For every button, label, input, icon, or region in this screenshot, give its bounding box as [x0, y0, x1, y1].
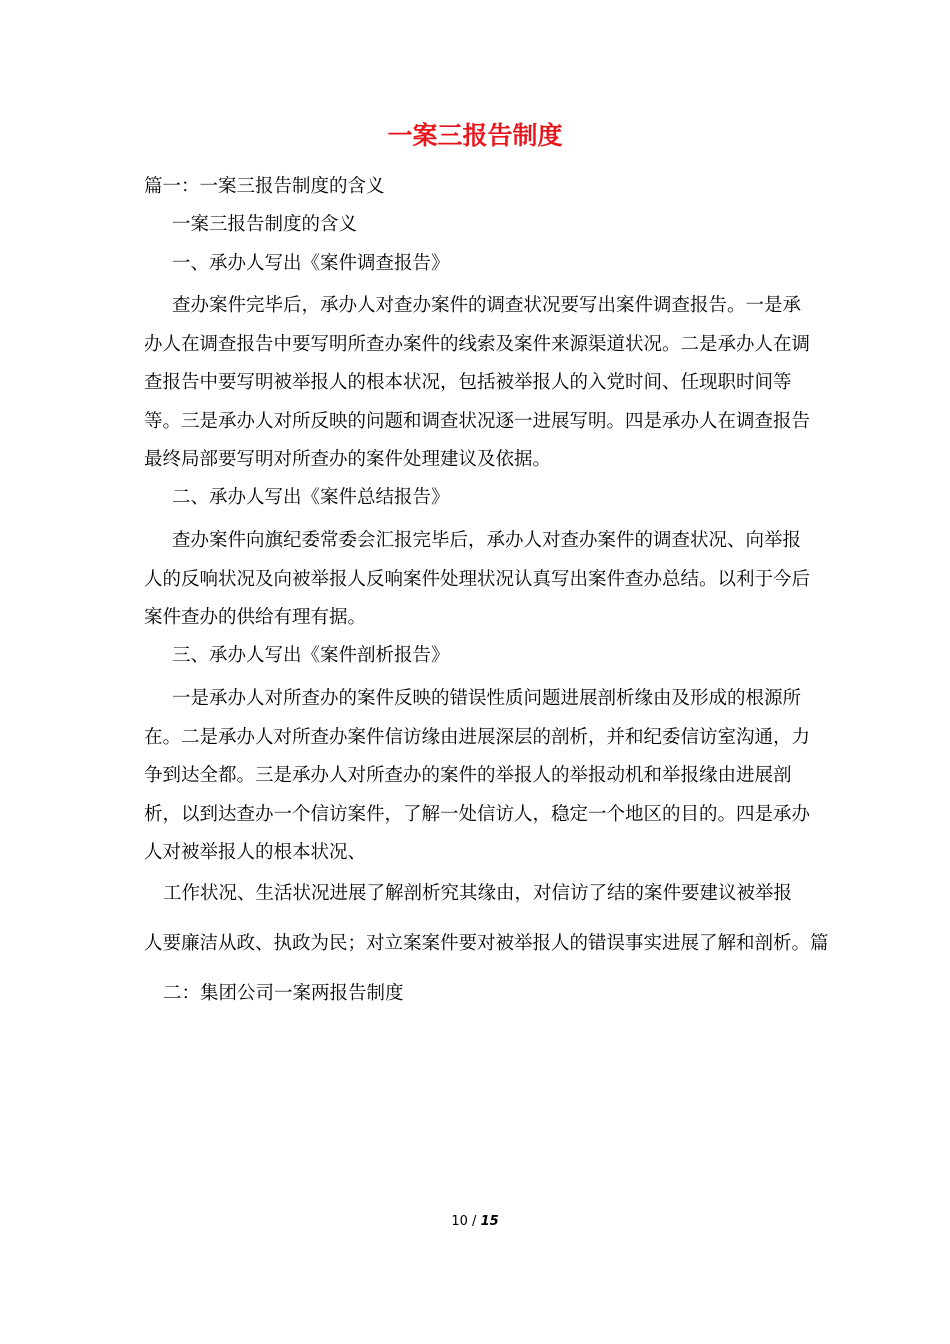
part1-heading: 篇一：一案三报告制度的含义 [144, 176, 385, 197]
section1-paragraph: 查办案件完毕后，承办人对查办案件的调查状况要写出案件调查报告。一是承办人在调查报告中要写明所查办案件的线索及案件来源渠道状况。二是承办人在调查报告中要写明被举报人的根本状况，包括被举报人的入党时间、任现职时间等等。三是承办人对所反映的问题和调查状况逐一进展写明。四是承办人在调查报告最终局部要写明对所查办的案件处理建议及依据。 [144, 295, 811, 471]
section3-heading: 三、承办人写出《案件剖析报告》 [172, 645, 450, 666]
subheading: 一案三报告制度的含义 [172, 214, 358, 235]
page-current: 10 [451, 1214, 468, 1229]
continuation-line-work: 工作状况、生活状况进展了解剖析究其缘由，对信访了结的案件要建议被举报 [163, 883, 793, 904]
section2-paragraph: 查办案件向旗纪委常委会汇报完毕后，承办人对查办案件的调查状况、向举报人的反响状况及向被举报人反响案件处理状况认真写出案件查办总结。以利于今后案件查办的供给有理有据。 [144, 530, 811, 629]
section1-heading: 一、承办人写出《案件调查报告》 [172, 253, 450, 274]
page-number [0, 1214, 950, 1229]
page-total: 15 [480, 1214, 499, 1229]
page-separator: / [472, 1214, 477, 1229]
document-title: 一案三报告制度 [387, 121, 563, 150]
section2-heading: 二、承办人写出《案件总结报告》 [172, 487, 450, 508]
continuation-line-clean: 人要廉洁从政、执政为民；对立案案件要对被举报人的错误事实进展了解和剖析。篇 [144, 933, 829, 954]
part2-heading: 二：集团公司一案两报告制度 [163, 983, 404, 1004]
section3-paragraph: 一是承办人对所查办的案件反映的错误性质问题进展剖析缘由及形成的根源所在。二是承办人对所查办案件信访缘由进展深层的剖析，并和纪委信访室沟通，力争到达全都。三是承办人对所查办的案件的举报人的举报动机和举报缘由进展剖析，以到达查办一个信访案件，了解一处信访人，稳定一个地区的目的。四是承办人对被举报人的根本状况、 [144, 688, 811, 864]
